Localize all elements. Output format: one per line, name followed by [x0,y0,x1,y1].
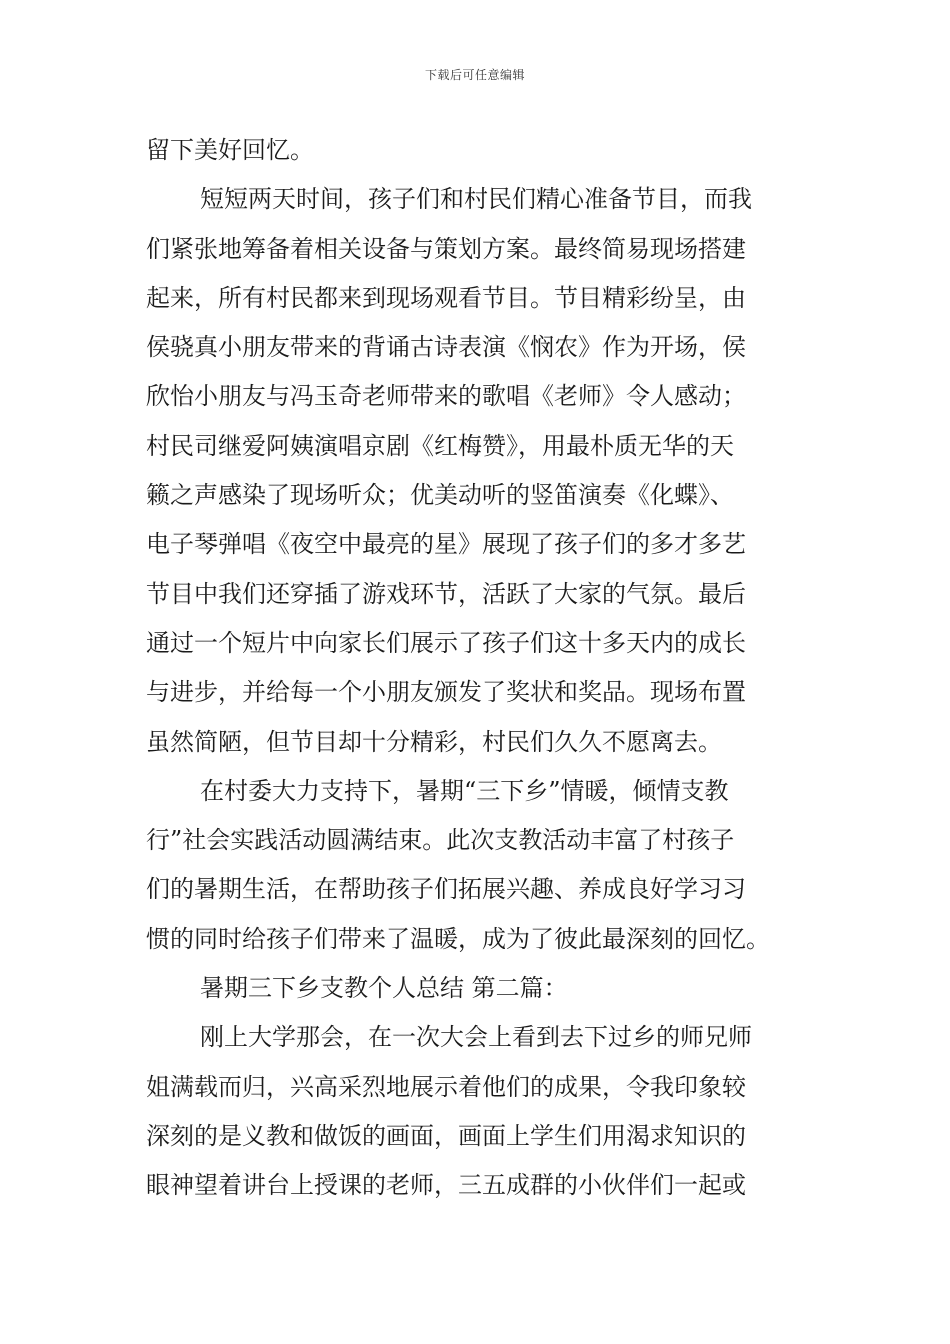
text-line: 电子琴弹唱《夜空中最亮的星》展现了孩子们的多才多艺 [146,530,746,559]
document-body [146,126,808,1211]
text-line: 留下美好回忆。 [146,136,314,164]
text-line: 欣怡小朋友与冯玉奇老师带来的歌唱《老师》令人感动； [146,382,746,411]
text-line: 村民司继爱阿姨演唱京剧《红梅赞》，用最朴质无华的天 [146,431,734,460]
text-line: 们紧张地筹备着相关设备与策划方案。最终简易现场搭建 [146,234,746,263]
text-line: 侯骁真小朋友带来的背诵古诗表演《悯农》作为开场，侯 [146,333,746,362]
text-line: 通过一个短片中向家长们展示了孩子们这十多天内的成长 [146,628,746,657]
text-line: 与进步，并给每一个小朋友颁发了奖状和奖品。现场布置 [146,678,746,707]
text-line: 节目中我们还穿插了游戏环节，活跃了大家的气氛。最后 [146,579,746,608]
page-header: 下载后可任意编辑 [424,68,525,82]
text-line: 刚上大学那会，在一次大会上看到去下过乡的师兄师 [200,1023,752,1052]
text-line: 深刻的是义教和做饭的画面，画面上学生们用渴求知识的 [146,1121,746,1150]
text-line: 姐满载而归，兴高采烈地展示着他们的成果，令我印象较 [146,1072,746,1101]
text-line: 眼神望着讲台上授课的老师，三五成群的小伙伴们一起或 [146,1171,746,1200]
text-line: 虽然简陋，但节目却十分精彩，村民们久久不愿离去。 [146,727,722,756]
text-line: 起来，所有村民都来到现场观看节目。节目精彩纷呈，由 [146,283,746,312]
text-line: 短短两天时间，孩子们和村民们精心准备节目，而我 [200,185,752,214]
section-heading: 暑期三下乡支教个人总结 第二篇： [200,974,568,1003]
text-line: 籁之声感染了现场听众；优美动听的竖笛演奏《化蝶》、 [146,481,734,510]
text-line: 行”社会实践活动圆满结束。此次支教活动丰富了村孩子 [146,826,735,855]
text-line: 在村委大力支持下，暑期“三下乡”情暖，倾情支教 [200,776,729,805]
text-line: 们的暑期生活，在帮助孩子们拓展兴趣、养成良好学习习 [146,875,746,904]
text-line: 惯的同时给孩子们带来了温暖，成为了彼此最深刻的回忆。 [146,924,770,953]
